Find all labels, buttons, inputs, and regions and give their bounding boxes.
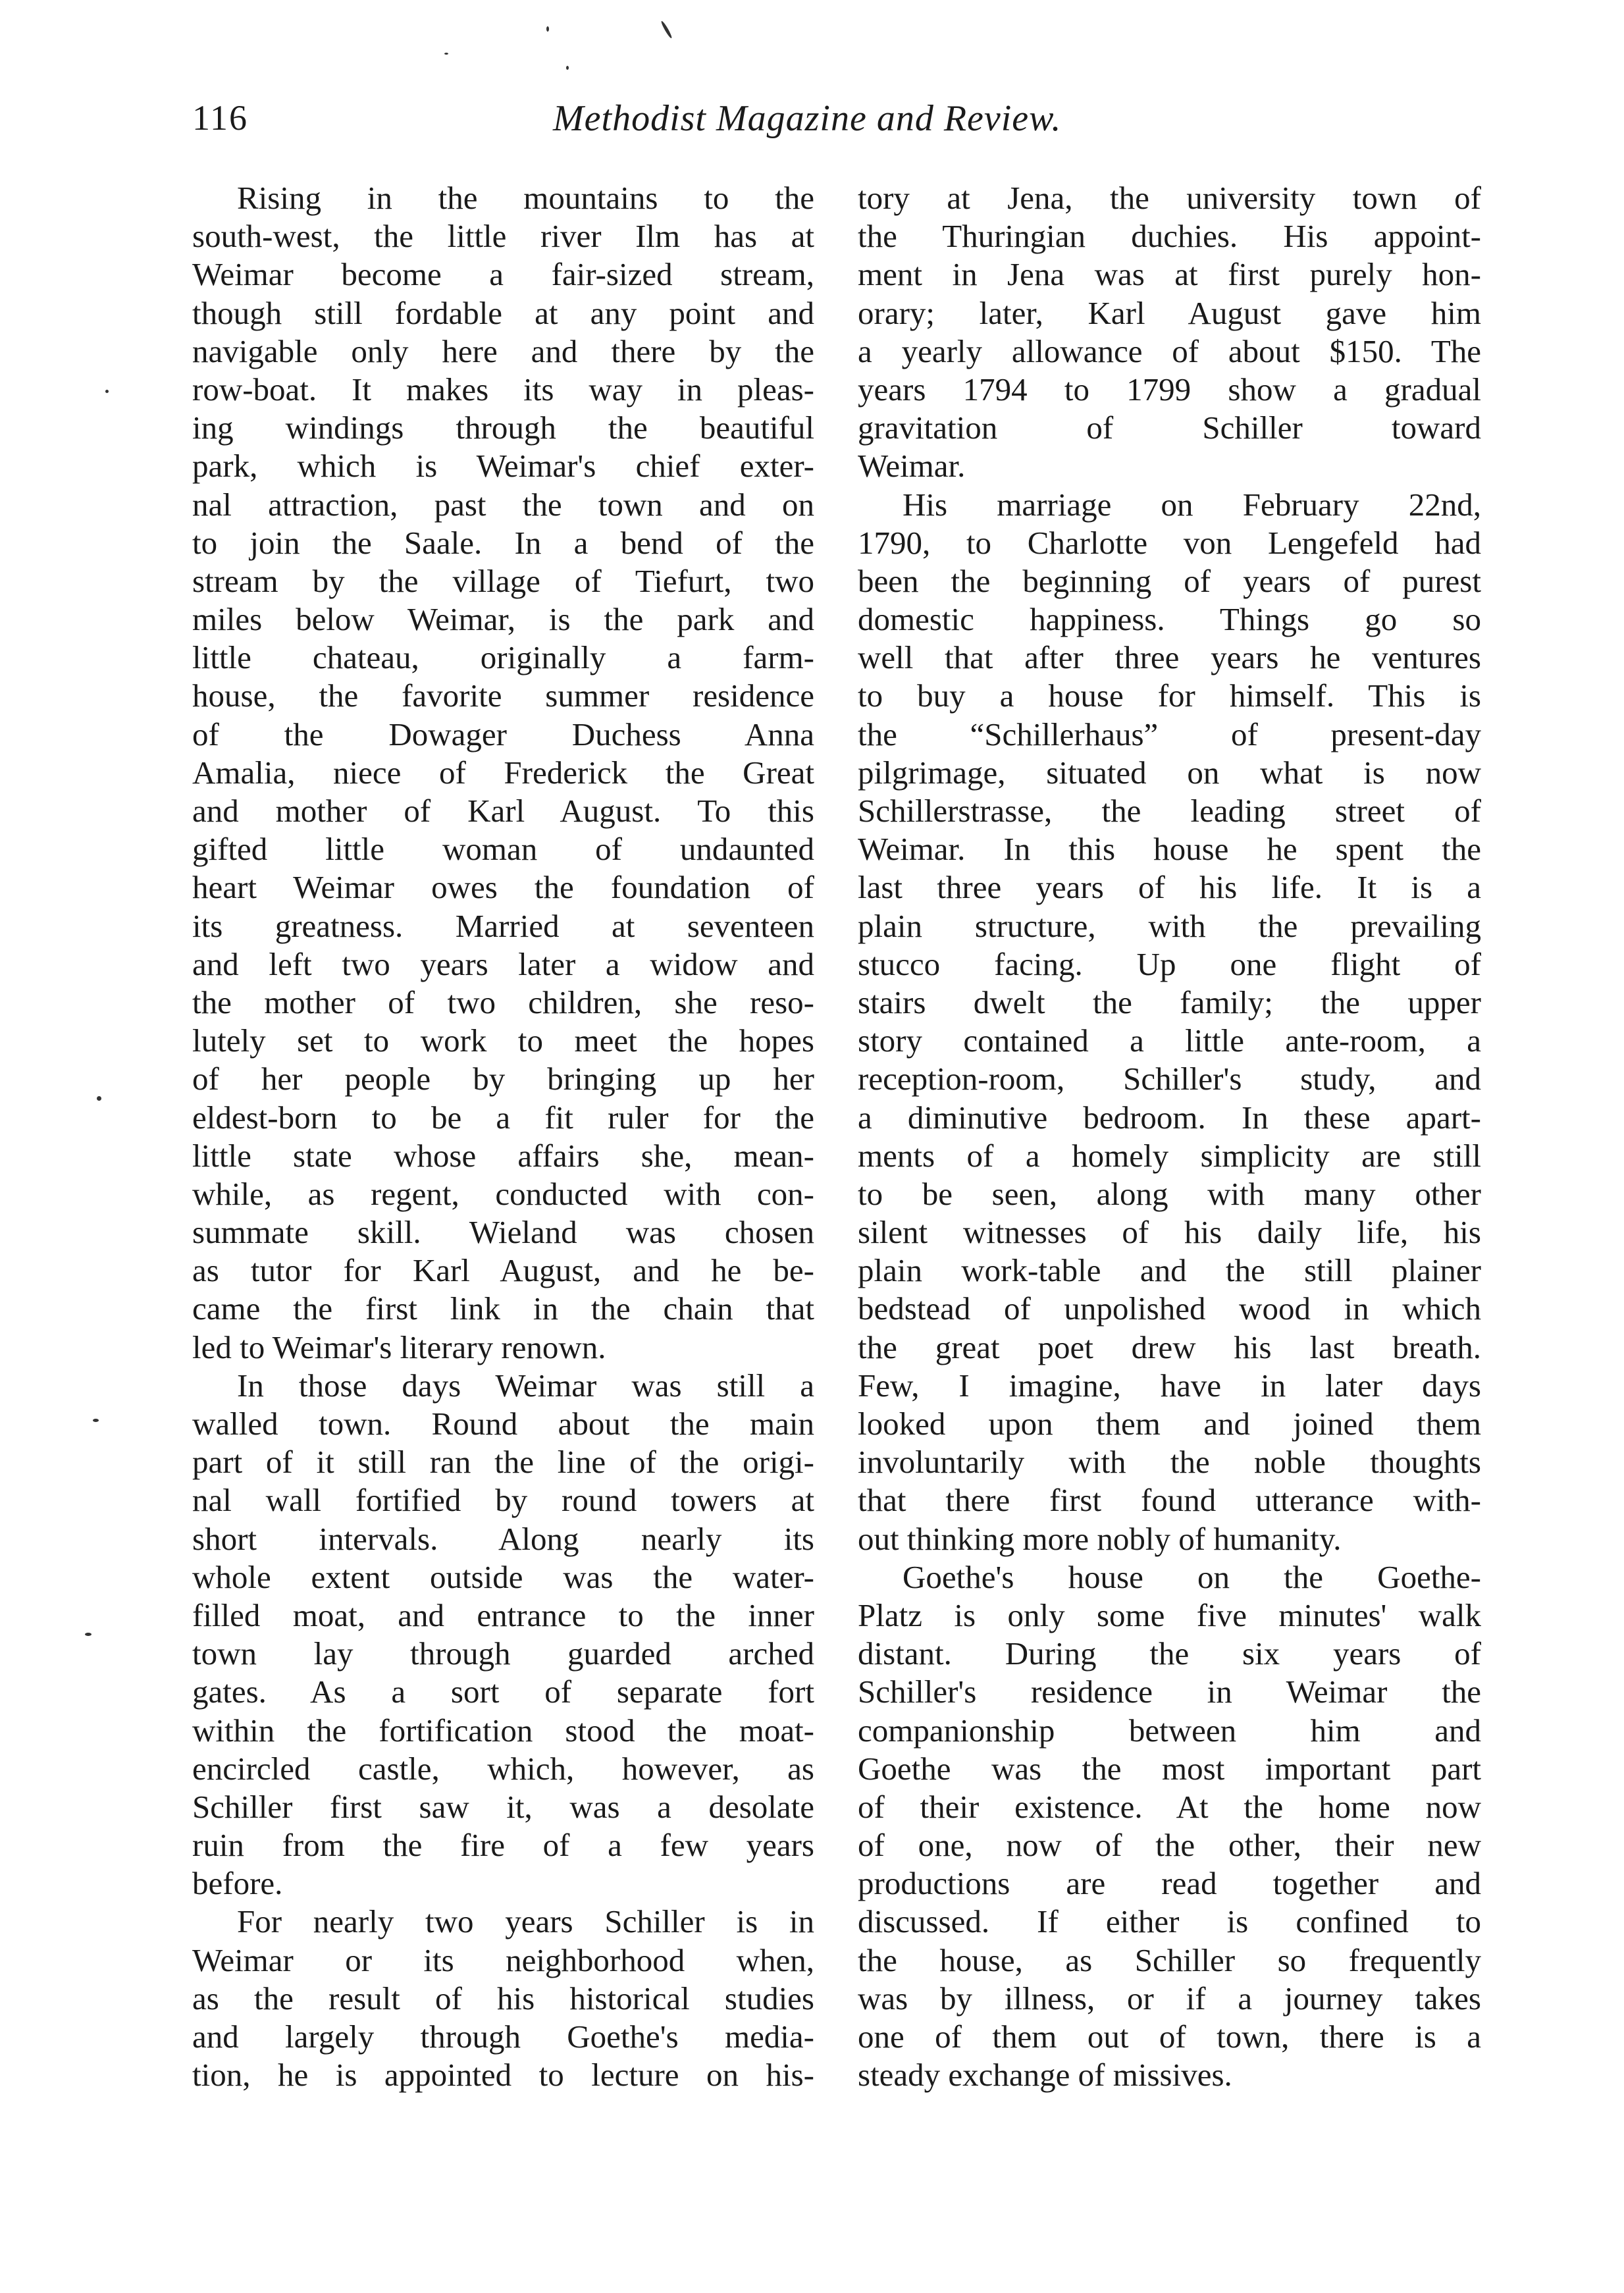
text-line: gravitation of Schiller toward [858, 409, 1481, 446]
text-line: south-west, the little river Ilm has at [192, 218, 814, 255]
left-column [192, 179, 814, 2094]
text-line: park, which is Weimar's chief exter- [192, 448, 814, 485]
text-line: Amalia, niece of Frederick the Great [192, 754, 814, 791]
running-head: Methodist Magazine and Review. [553, 98, 1062, 139]
text-line: though still fordable at any point and [192, 294, 814, 331]
scan-speck [93, 1419, 99, 1422]
text-line: discussed. If either is confined to [858, 1903, 1481, 1940]
scan-speck [105, 390, 109, 393]
text-line: plain structure, with the prevailing [858, 907, 1481, 944]
text-line: one of them out of town, there is a [858, 2018, 1481, 2055]
text-line: little state whose affairs she, mean- [192, 1137, 814, 1174]
scan-speck [97, 1096, 101, 1101]
text-line: last three years of his life. It is a [858, 869, 1481, 906]
text-line: came the first link in the chain that [192, 1290, 814, 1327]
text-line: eldest-born to be a fit ruler for the [192, 1099, 814, 1136]
text-line: bedstead of unpolished wood in which [858, 1290, 1481, 1327]
text-line: years 1794 to 1799 show a gradual [858, 371, 1481, 408]
text-line: Weimar become a fair-sized stream, [192, 256, 814, 293]
text-line: filled moat, and entrance to the inner [192, 1596, 814, 1633]
text-line: stairs dwelt the family; the upper [858, 984, 1481, 1020]
text-line: house, the favorite summer residence [192, 677, 814, 714]
text-line: ing windings through the beautiful [192, 409, 814, 446]
text-line: gates. As a sort of separate fort [192, 1674, 814, 1710]
text-line: the house, as Schiller so frequently [858, 1941, 1481, 1978]
text-line: stream by the village of Tiefurt, two [192, 562, 814, 599]
text-line: 1790, to Charlotte von Lengefeld had [858, 524, 1481, 561]
text-line: Schiller's residence in Weimar the [858, 1674, 1481, 1710]
text-line: whole extent outside was the water- [192, 1558, 814, 1595]
page-number: 116 [192, 98, 248, 138]
scan-speck [85, 1633, 92, 1636]
scan-speck [566, 66, 569, 70]
text-line: short intervals. Along nearly its [192, 1520, 814, 1557]
text-line: row-boat. It makes its way in pleas- [192, 371, 814, 408]
text-line: His marriage on February 22nd, [903, 486, 1481, 523]
text-line: out thinking more nobly of humanity. [858, 1520, 1342, 1557]
text-line: of her people by bringing up her [192, 1061, 814, 1097]
text-line: ment in Jena was at first purely hon- [858, 256, 1481, 293]
text-line: Weimar or its neighborhood when, [192, 1941, 814, 1978]
text-line: as tutor for Karl August, and he be- [192, 1252, 814, 1289]
text-line: its greatness. Married at seventeen [192, 907, 814, 944]
text-line: before. [192, 1865, 283, 1902]
text-line: well that after three years he ventures [858, 639, 1481, 676]
text-line: been the beginning of years of purest [858, 562, 1481, 599]
text-line: companionship between him and [858, 1712, 1481, 1749]
text-line: pilgrimage, situated on what is now [858, 754, 1481, 791]
text-line: story contained a little ante-room, a [858, 1022, 1481, 1059]
text-line: stucco facing. Up one flight of [858, 945, 1481, 982]
text-line: involuntarily with the noble thoughts [858, 1444, 1481, 1481]
text-line: tion, he is appointed to lecture on his- [192, 2057, 814, 2094]
text-line: as the result of his historical studies [192, 1980, 814, 2016]
text-line: nal wall fortified by round towers at [192, 1482, 814, 1519]
text-line: Schillerstrasse, the leading street of [858, 793, 1481, 829]
text-line: looked upon them and joined them [858, 1406, 1481, 1442]
text-line: For nearly two years Schiller is in [237, 1903, 814, 1940]
text-line: navigable only here and there by the [192, 332, 814, 369]
text-line: encircled castle, which, however, as [192, 1750, 814, 1787]
text-line: Goethe was the most important part [858, 1750, 1481, 1787]
text-line: the Thuringian duchies. His appoint- [858, 218, 1481, 255]
text-line: Weimar. In this house he spent the [858, 831, 1481, 868]
text-line: part of it still ran the line of the origi- [192, 1444, 814, 1481]
text-line: to buy a house for himself. This is [858, 677, 1481, 714]
text-line: Few, I imagine, have in later days [858, 1367, 1481, 1404]
text-line: and left two years later a widow and [192, 945, 814, 982]
text-line: orary; later, Karl August gave him [858, 294, 1481, 331]
text-line: Weimar. [858, 448, 966, 485]
text-line: gifted little woman of undaunted [192, 831, 814, 868]
text-line: miles below Weimar, is the park and [192, 601, 814, 638]
right-column [858, 179, 1481, 2094]
text-line: a diminutive bedroom. In these apart- [858, 1099, 1481, 1136]
scan-speck [444, 53, 448, 55]
text-line: summate skill. Wieland was chosen [192, 1214, 814, 1251]
text-line: reception-room, Schiller's study, and [858, 1061, 1481, 1097]
text-line: of the Dowager Duchess Anna [192, 716, 814, 752]
text-line: the “Schillerhaus” of present-day [858, 716, 1481, 752]
scan-speck [546, 26, 549, 32]
text-line: little chateau, originally a farm- [192, 639, 814, 676]
text-line: silent witnesses of his daily life, his [858, 1214, 1481, 1251]
text-line: In those days Weimar was still a [237, 1367, 814, 1404]
text-line: of one, now of the other, their new [858, 1827, 1481, 1864]
text-line: of their existence. At the home now [858, 1788, 1481, 1825]
text-line: Goethe's house on the Goethe- [903, 1558, 1481, 1595]
text-line: domestic happiness. Things go so [858, 601, 1481, 638]
text-line: and largely through Goethe's media- [192, 2018, 814, 2055]
text-line: the mother of two children, she reso- [192, 984, 814, 1020]
text-line: tory at Jena, the university town of [858, 180, 1481, 216]
text-line: town lay through guarded arched [192, 1635, 814, 1672]
text-line: heart Weimar owes the foundation of [192, 869, 814, 906]
text-line: while, as regent, conducted with con- [192, 1175, 814, 1212]
text-line: that there first found utterance with- [858, 1482, 1481, 1519]
text-line: lutely set to work to meet the hopes [192, 1022, 814, 1059]
text-line: plain work-table and the still plainer [858, 1252, 1481, 1289]
text-line: and mother of Karl August. To this [192, 793, 814, 829]
text-line: led to Weimar's literary renown. [192, 1329, 606, 1365]
text-line: Schiller first saw it, was a desolate [192, 1788, 814, 1825]
scan-speck [660, 20, 673, 39]
text-line: the great poet drew his last breath. [858, 1329, 1481, 1365]
text-line: steady exchange of missives. [858, 2057, 1232, 2094]
text-line: nal attraction, past the town and on [192, 486, 814, 523]
text-line: ruin from the fire of a few years [192, 1827, 814, 1864]
text-line: within the fortification stood the moat- [192, 1712, 814, 1749]
text-line: walled town. Round about the main [192, 1406, 814, 1442]
text-line: productions are read together and [858, 1865, 1481, 1902]
text-line: to be seen, along with many other [858, 1175, 1481, 1212]
text-line: a yearly allowance of about $150. The [858, 332, 1481, 369]
text-line: Rising in the mountains to the [237, 180, 814, 216]
text-line: to join the Saale. In a bend of the [192, 524, 814, 561]
text-line: distant. During the six years of [858, 1635, 1481, 1672]
text-line: Platz is only some five minutes' walk [858, 1596, 1481, 1633]
text-line: was by illness, or if a journey takes [858, 1980, 1481, 2016]
text-line: ments of a homely simplicity are still [858, 1137, 1481, 1174]
